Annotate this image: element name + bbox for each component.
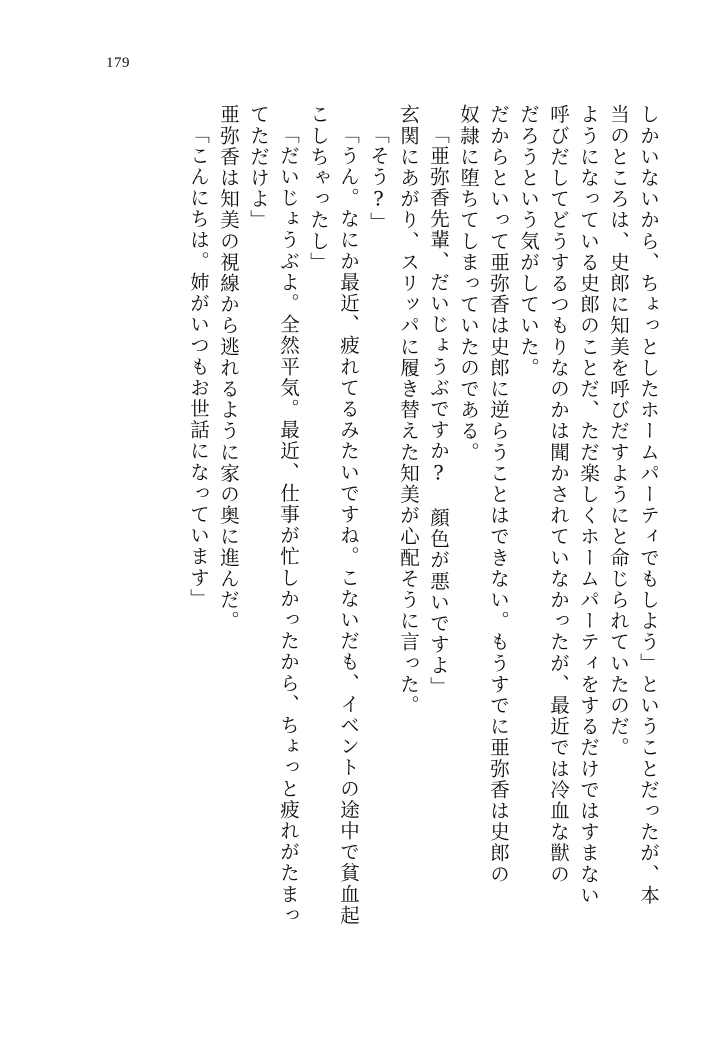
text-column: 亜弥香は知美の視線から逃れるように家の奥に進んだ。 bbox=[217, 104, 240, 632]
text-column: 「だいじょうぶよ。全然平気。最近、仕事が忙しかったから、ちょっと疲れがたまっ bbox=[277, 124, 300, 926]
text-column: 呼びだしてどうするつもりなのかは聞かされていなかったが、最近では冷血な獣の bbox=[547, 104, 570, 885]
text-column: 当のところは、史郎に知美を呼びだすようにと命じられていたのだ。 bbox=[607, 104, 630, 759]
text-column: 「亜弥香先輩、だいじょうぶですか? 顔色が悪いですよ」 bbox=[427, 124, 450, 698]
text-column: 「こんにちは。姉がいつもお世話になっています」 bbox=[187, 124, 210, 610]
text-column: てただけよ」 bbox=[247, 104, 270, 231]
page-number: 179 bbox=[106, 55, 130, 71]
text-column: こしちゃったし」 bbox=[307, 104, 330, 273]
text-column: ようになっている史郎のことだ、ただ楽しくホームパーティをするだけではすまない bbox=[577, 104, 600, 906]
text-column: 奴隷に堕ちてしまっていたのである。 bbox=[457, 104, 480, 463]
text-column: 「うん。なにか最近、疲れてるみたいですね。こないだも、イベントの途中で貧血起 bbox=[337, 124, 360, 926]
vertical-text-body bbox=[72, 104, 658, 984]
text-column: だからといって亜弥香は史郎に逆らうことはできない。もうすでに亜弥香は史郎の bbox=[487, 104, 510, 885]
text-column: しかいないから、ちょっとしたホームパーティでもしよう」ということだったが、本 bbox=[637, 104, 660, 906]
text-column: 「そう?」 bbox=[367, 124, 390, 233]
text-column: 玄関にあがり、スリッパに履き替えた知美が心配そうに言った。 bbox=[397, 104, 420, 716]
text-column: だろうという気がしていた。 bbox=[517, 104, 540, 379]
